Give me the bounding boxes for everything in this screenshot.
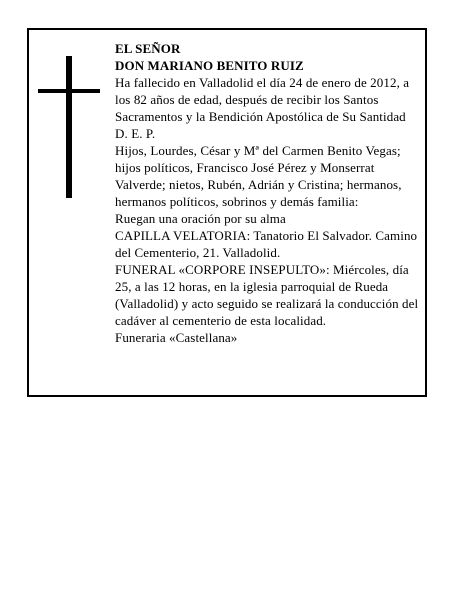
rip-line: D. E. P. [115, 126, 156, 141]
cross-icon [38, 56, 100, 198]
funeral-home: Funeraria «Castellana» [115, 330, 238, 345]
family-list: Hijos, Lourdes, César y Mª del Carmen Benito Vegas; hijos políticos, Francisco José Pérez y Monserrat Valverde; nietos, Rubén, Adrián y Cristina; hermanos, hermanos políticos, sobrinos y demás familia: [115, 143, 402, 209]
funeral-info: FUNERAL «CORPORE INSEPULTO»: Miércoles, día 25, a las 12 horas, en la iglesia parroquial de Rueda (Valladolid) y acto seguido se realizará la conducción del cadáver al cementerio de esta localidad. [115, 262, 419, 328]
notice-text [115, 40, 425, 346]
obituary-notice [27, 28, 427, 397]
notice-heading-title: EL SEÑOR [115, 41, 181, 56]
deceased-name: DON MARIANO BENITO RUIZ [115, 58, 304, 73]
cross-horizontal-bar [38, 89, 100, 93]
death-announcement: Ha fallecido en Valladolid el día 24 de enero de 2012, a los 82 años de edad, después de recibir los Santos Sacramentos y la Bendición Apostólica de Su Santidad [115, 75, 410, 124]
prayer-request: Ruegan una oración por su alma [115, 211, 286, 226]
cross-vertical-bar [66, 56, 72, 198]
wake-chapel-info: CAPILLA VELATORIA: Tanatorio El Salvador. Camino del Cementerio, 21. Valladolid. [115, 228, 418, 260]
